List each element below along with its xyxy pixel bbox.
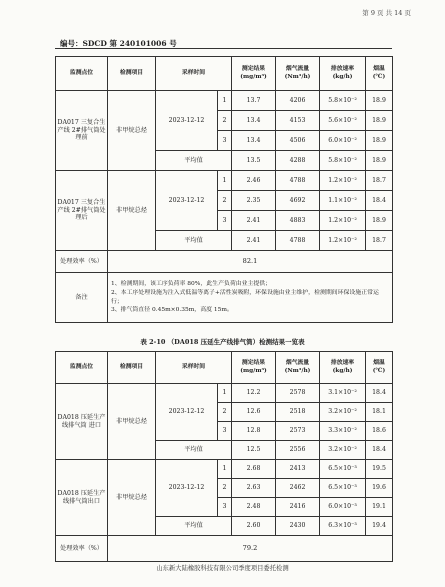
emission-rate: 6.3×10⁻³ [320, 517, 366, 536]
col-flow: 烟气流量 (Nm³/h) [276, 352, 320, 384]
test-item: 非甲烷总烃 [108, 91, 156, 171]
emission-rate: 6.0×10⁻³ [320, 498, 366, 517]
sample-number: 2 [218, 111, 232, 131]
flow: 2518 [276, 403, 320, 422]
monitoring-point: DA017 三复合生产线 2#排气筒处理后 [56, 171, 108, 251]
average-label: 平均值 [156, 441, 232, 460]
emission-rate: 3.2×10⁻² [320, 403, 366, 422]
concentration: 2.48 [232, 498, 276, 517]
temperature: 18.9 [366, 211, 393, 231]
flow: 4883 [276, 211, 320, 231]
table-row [56, 384, 393, 403]
concentration: 2.41 [232, 211, 276, 231]
concentration: 2.63 [232, 479, 276, 498]
temperature: 18.4 [366, 441, 393, 460]
sample-number: 3 [218, 422, 232, 441]
table-row [56, 460, 393, 479]
temperature: 18.9 [366, 91, 393, 111]
emission-rate: 1.2×10⁻² [320, 171, 366, 191]
monitoring-point: DA018 压延生产线排气筒出口 [56, 460, 108, 536]
col-item: 检测项目 [108, 57, 156, 91]
emission-rate: 5.6×10⁻² [320, 111, 366, 131]
sample-number: 2 [218, 191, 232, 211]
temperature: 18.6 [366, 422, 393, 441]
sampling-date: 2023-12-12 [156, 171, 218, 231]
col-flow: 烟气流量 (Nm³/h) [276, 57, 320, 91]
emission-rate: 5.8×10⁻² [320, 91, 366, 111]
table-header-row [56, 57, 393, 91]
emission-rate: 3.3×10⁻² [320, 422, 366, 441]
sample-number: 1 [218, 171, 232, 191]
flow: 4288 [276, 151, 320, 171]
flow: 2556 [276, 441, 320, 460]
temperature: 18.9 [366, 151, 393, 171]
report-number: 编号：SDCD 第 240101006 号 [60, 39, 177, 48]
note-item: 3、排气筒直径 0.45m×0.35m，高度 15m。 [111, 307, 233, 314]
flow: 2573 [276, 422, 320, 441]
temperature: 18.1 [366, 403, 393, 422]
col-rate: 排放速率 (kg/h) [320, 352, 366, 384]
results-table-da018 [55, 351, 393, 562]
table-caption: 表 2-10 （DA018 压延生产线排气筒）检测结果一览表 [140, 338, 305, 346]
temperature: 19.6 [366, 479, 393, 498]
col-conc: 测定结果 (mg/m³) [232, 352, 276, 384]
emission-rate: 1.2×10⁻² [320, 231, 366, 251]
flow: 4506 [276, 131, 320, 151]
temperature: 19.1 [366, 498, 393, 517]
concentration: 12.2 [232, 384, 276, 403]
sampling-date: 2023-12-12 [156, 91, 218, 151]
test-item: 非甲烷总烃 [108, 384, 156, 460]
efficiency-row [56, 251, 393, 273]
concentration: 12.5 [232, 441, 276, 460]
notes-label: 备注 [56, 273, 108, 323]
concentration: 2.68 [232, 460, 276, 479]
flow: 2413 [276, 460, 320, 479]
temperature: 18.9 [366, 131, 393, 151]
average-label: 平均值 [156, 231, 232, 251]
concentration: 13.4 [232, 131, 276, 151]
efficiency-row [56, 536, 393, 562]
emission-rate: 1.1×10⁻² [320, 191, 366, 211]
flow: 4788 [276, 231, 320, 251]
emission-rate: 6.0×10⁻² [320, 131, 366, 151]
flow: 2430 [276, 517, 320, 536]
sample-number: 2 [218, 479, 232, 498]
col-rate: 排放速率 (kg/h) [320, 57, 366, 91]
efficiency-value: 82.1 [108, 251, 393, 273]
flow: 2462 [276, 479, 320, 498]
concentration: 2.35 [232, 191, 276, 211]
col-temp: 烟温 (℃) [366, 57, 393, 91]
average-label: 平均值 [156, 517, 232, 536]
table-header-row [56, 352, 393, 384]
sample-number: 3 [218, 498, 232, 517]
header-rule [55, 48, 392, 49]
flow: 2578 [276, 384, 320, 403]
col-conc: 测定结果 (mg/m³) [232, 57, 276, 91]
temperature: 18.9 [366, 111, 393, 131]
temperature: 19.4 [366, 517, 393, 536]
sample-number: 1 [218, 384, 232, 403]
notes-row [56, 273, 393, 323]
temperature: 18.7 [366, 231, 393, 251]
sample-number: 1 [218, 91, 232, 111]
note-item: 2、本工序处理设施为注入式低温等离子+活性炭吸附，环保设施由业主维护，检测期间环保设施正常运行； [111, 289, 379, 305]
col-time: 采样时间 [156, 57, 232, 91]
table-row [56, 171, 393, 191]
test-item: 非甲烷总烃 [108, 460, 156, 536]
temperature: 18.4 [366, 191, 393, 211]
page-number: 第 9 页 共 14 页 [362, 9, 411, 17]
col-item: 检测项目 [108, 352, 156, 384]
note-item: 1、检测期间，该工序负荷率 80%，此生产负荷由业主提供； [111, 281, 272, 288]
temperature: 18.4 [366, 384, 393, 403]
col-time: 采样时间 [156, 352, 232, 384]
concentration: 2.41 [232, 231, 276, 251]
flow: 4206 [276, 91, 320, 111]
efficiency-label: 处理效率（%） [56, 251, 108, 273]
page-footer: 山东新大陆橡胶科技有限公司季度项目委托检测 [156, 565, 289, 572]
notes-content [108, 273, 393, 323]
sample-number: 3 [218, 131, 232, 151]
concentration: 2.60 [232, 517, 276, 536]
emission-rate: 1.2×10⁻² [320, 211, 366, 231]
flow: 2416 [276, 498, 320, 517]
sample-number: 2 [218, 403, 232, 422]
results-table-da017 [55, 56, 393, 323]
efficiency-label: 处理效率（%） [56, 536, 108, 562]
col-point: 监测点位 [56, 57, 108, 91]
sample-number: 3 [218, 211, 232, 231]
sampling-date: 2023-12-12 [156, 384, 218, 441]
flow: 4788 [276, 171, 320, 191]
temperature: 18.7 [366, 171, 393, 191]
col-temp: 烟温 (℃) [366, 352, 393, 384]
efficiency-value: 79.2 [108, 536, 393, 562]
concentration: 13.5 [232, 151, 276, 171]
table-row [56, 91, 393, 111]
emission-rate: 3.1×10⁻² [320, 384, 366, 403]
emission-rate: 6.5×10⁻³ [320, 460, 366, 479]
sample-number: 1 [218, 460, 232, 479]
monitoring-point: DA017 三复合生产线 2#排气筒处理前 [56, 91, 108, 171]
average-label: 平均值 [156, 151, 232, 171]
concentration: 12.6 [232, 403, 276, 422]
monitoring-point: DA018 压延生产线排气筒 进口 [56, 384, 108, 460]
flow: 4692 [276, 191, 320, 211]
emission-rate: 5.8×10⁻² [320, 151, 366, 171]
emission-rate: 3.2×10⁻² [320, 441, 366, 460]
concentration: 13.4 [232, 111, 276, 131]
temperature: 19.5 [366, 460, 393, 479]
emission-rate: 6.5×10⁻³ [320, 479, 366, 498]
test-item: 非甲烷总烃 [108, 171, 156, 251]
flow: 4153 [276, 111, 320, 131]
concentration: 12.8 [232, 422, 276, 441]
concentration: 2.46 [232, 171, 276, 191]
col-point: 监测点位 [56, 352, 108, 384]
concentration: 13.7 [232, 91, 276, 111]
sampling-date: 2023-12-12 [156, 460, 218, 517]
